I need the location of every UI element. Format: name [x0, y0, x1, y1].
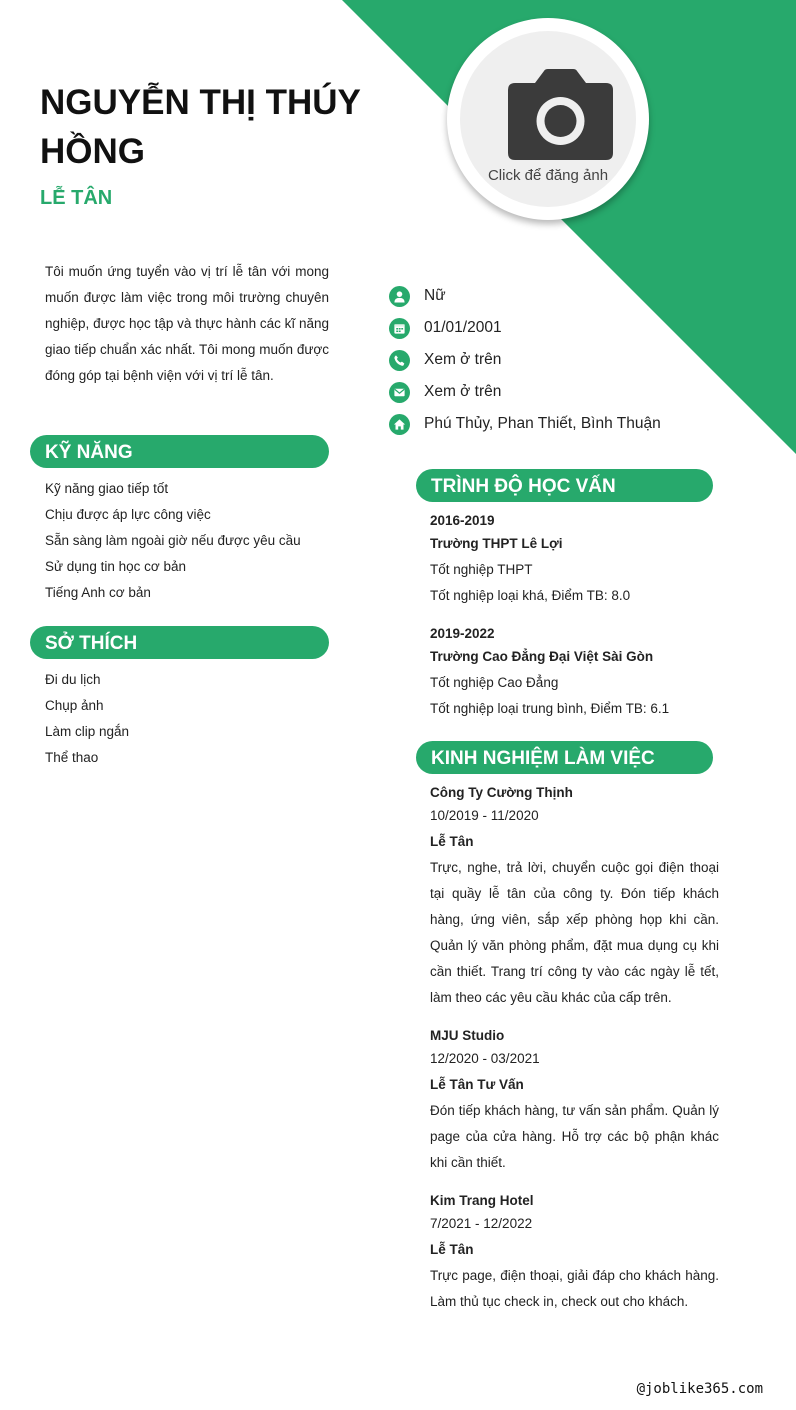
contact-phone — [389, 344, 719, 376]
skill-item: Sử dụng tin học cơ bản — [45, 559, 186, 574]
calendar-icon — [389, 318, 410, 339]
experience-company: Kim Trang Hotel — [430, 1193, 534, 1208]
education-entry — [430, 622, 719, 722]
education-school: Trường Cao Đẳng Đại Việt Sài Gòn — [430, 649, 654, 664]
education-degree: Tốt nghiệp Cao Đẳng — [430, 675, 559, 690]
experience-entry — [430, 781, 719, 1011]
contact-birthday — [389, 312, 719, 344]
education-heading: TRÌNH ĐỘ HỌC VẤN — [416, 469, 713, 502]
contact-info — [389, 280, 719, 440]
experience-entry — [430, 1189, 719, 1315]
skill-item: Kỹ năng giao tiếp tốt — [45, 481, 169, 496]
avatar-upload-label: Click để đăng ảnh — [487, 167, 609, 184]
phone-icon — [389, 350, 410, 371]
experience-entry — [430, 1024, 719, 1176]
hobby-item: Đi du lịch — [45, 672, 101, 687]
envelope-icon — [389, 382, 410, 403]
avatar-frame — [447, 18, 649, 220]
experience-description: Đón tiếp khách hàng, tư vấn sản phẩm. Quản lý page của cửa hàng. Hỗ trợ các bộ phận khác khi cần thiết. — [430, 1103, 719, 1170]
job-title: LỄ TÂN — [40, 187, 113, 209]
experience-heading: KINH NGHIỆM LÀM VIỆC — [416, 741, 713, 774]
contact-gender — [389, 280, 719, 312]
user-icon — [389, 286, 410, 307]
experience-company: Công Ty Cường Thịnh — [430, 785, 573, 800]
skills-heading: KỸ NĂNG — [30, 435, 329, 468]
address-value: Phú Thủy, Phan Thiết, Bình Thuận — [424, 415, 661, 432]
education-result: Tốt nghiệp loại trung bình, Điểm TB: 6.1 — [430, 701, 670, 716]
home-icon — [389, 414, 410, 435]
experience-period: 7/2021 - 12/2022 — [430, 1216, 533, 1231]
email-value[interactable]: Xem ở trên — [424, 383, 502, 400]
experience-position: Lễ Tân Tư Vấn — [430, 1077, 524, 1092]
education-period: 2019-2022 — [430, 626, 495, 641]
contact-address — [389, 408, 719, 440]
experience-position: Lễ Tân — [430, 834, 474, 849]
hobbies-heading: SỞ THÍCH — [30, 626, 329, 659]
experience-position: Lễ Tân — [430, 1242, 474, 1257]
education-degree: Tốt nghiệp THPT — [430, 562, 533, 577]
candidate-name: NGUYỄN THỊ THÚY HỒNG — [40, 83, 361, 171]
skill-item: Tiếng Anh cơ bản — [45, 585, 151, 600]
birthday-value: 01/01/2001 — [424, 319, 502, 336]
phone-value[interactable]: Xem ở trên — [424, 351, 502, 368]
avatar-upload[interactable] — [460, 31, 636, 207]
education-entry — [430, 509, 719, 609]
education-period: 2016-2019 — [430, 513, 495, 528]
experience-company: MJU Studio — [430, 1028, 505, 1043]
experience-description: Trực, nghe, trả lời, chuyển cuộc gọi điện thoại tại quầy lễ tân của công ty. Đón tiếp khách hàng, ứng viên, sắp xếp phòng họp khi cần. Quản lý văn phòng phẩm, đặt mua dụng cụ khi cần thiết. Trang trí công ty vào các ngày lễ tết, làm theo các yêu cầu khác của cấp trên. — [430, 860, 719, 1005]
experience-period: 10/2019 - 11/2020 — [430, 808, 539, 823]
hobby-item: Thể thao — [45, 750, 99, 765]
contact-email — [389, 376, 719, 408]
site-watermark: @joblike365.com — [636, 1381, 763, 1397]
hobby-item: Làm clip ngắn — [45, 724, 130, 739]
hobbies-list — [45, 667, 129, 771]
skill-item: Sẵn sàng làm ngoài giờ nếu được yêu cầu — [45, 533, 301, 548]
career-objective: Tôi muốn ứng tuyển vào vị trí lễ tân với mong muốn được làm việc trong môi trường chuyên nghiệp, được học tập và thực hành các kĩ năng giao tiếp chuẩn xác nhất. Tôi mong muốn được đóng góp tại bệnh viện với vị trí lễ tân. — [45, 264, 329, 383]
camera-icon — [508, 69, 613, 161]
hobby-item: Chụp ảnh — [45, 698, 104, 713]
education-school: Trường THPT Lê Lợi — [430, 536, 563, 551]
experience-period: 12/2020 - 03/2021 — [430, 1051, 540, 1066]
experience-description: Trực page, điện thoại, giải đáp cho khách hàng. Làm thủ tục check in, check out cho khách. — [430, 1268, 719, 1309]
education-result: Tốt nghiệp loại khá, Điểm TB: 8.0 — [430, 588, 631, 603]
skills-list — [45, 476, 301, 606]
skill-item: Chịu được áp lực công việc — [45, 507, 211, 522]
gender-value: Nữ — [424, 287, 446, 304]
